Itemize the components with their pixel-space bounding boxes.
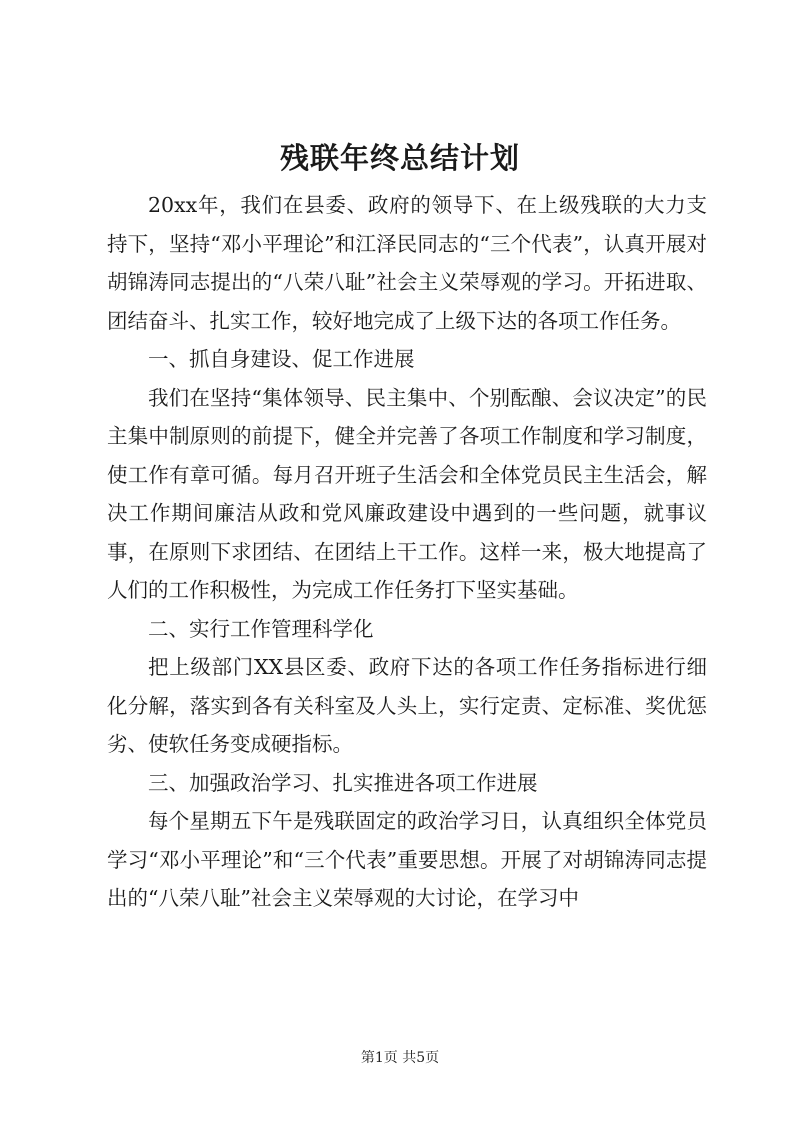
section-heading-1: 一、抓自身建设、促工作进展 (148, 347, 415, 371)
document-body (107, 186, 707, 918)
paragraph-intro: 20xx年，我们在县委、政府的领导下、在上级残联的大力支持下，坚持“邓小平理论”和江泽民同志的“三个代表”，认真开展对胡锦涛同志提出的“八荣八耻”社会主义荣辱观的学习。开拓进取、团结奋斗、扎实工作，较好地完成了上级下达的各项工作任务。 (107, 193, 707, 333)
paragraph-section-3: 每个星期五下午是残联固定的政治学习日，认真组织全体党员学习“邓小平理论”和“三个代表”重要思想。开展了对胡锦涛同志提出的“八荣八耻”社会主义荣辱观的大讨论，在学习中 (107, 809, 707, 910)
section-heading-2: 二、实行工作管理科学化 (148, 616, 374, 641)
document-title: 残联年终总结计划 (279, 141, 520, 175)
paragraph-section-1: 我们在坚持“集体领导、民主集中、个别酝酿、会议决定”的民主集中制原则的前提下，健全并完善了各项工作制度和学习制度，使工作有章可循。每月召开班子生活会和全体党员民主生活会，解决工作期间廉洁从政和党风廉政建设中遇到的一些问题，就事议事，在原则下求团结、在团结上干工作。这样一来，极大地提高了人们的工作积极性，为完成工作任务打下坚实基础。 (107, 385, 707, 602)
paragraph-section-2: 把上级部门XX县区委、政府下达的各项工作任务指标进行细化分解，落实到各有关科室及人头上，实行定责、定标准、奖优惩劣、使软任务变成硬指标。 (107, 655, 707, 756)
section-heading-3: 三、加强政治学习、扎实推进各项工作进展 (148, 770, 538, 795)
page-number-footer: 第1页 共5页 (360, 1050, 440, 1066)
